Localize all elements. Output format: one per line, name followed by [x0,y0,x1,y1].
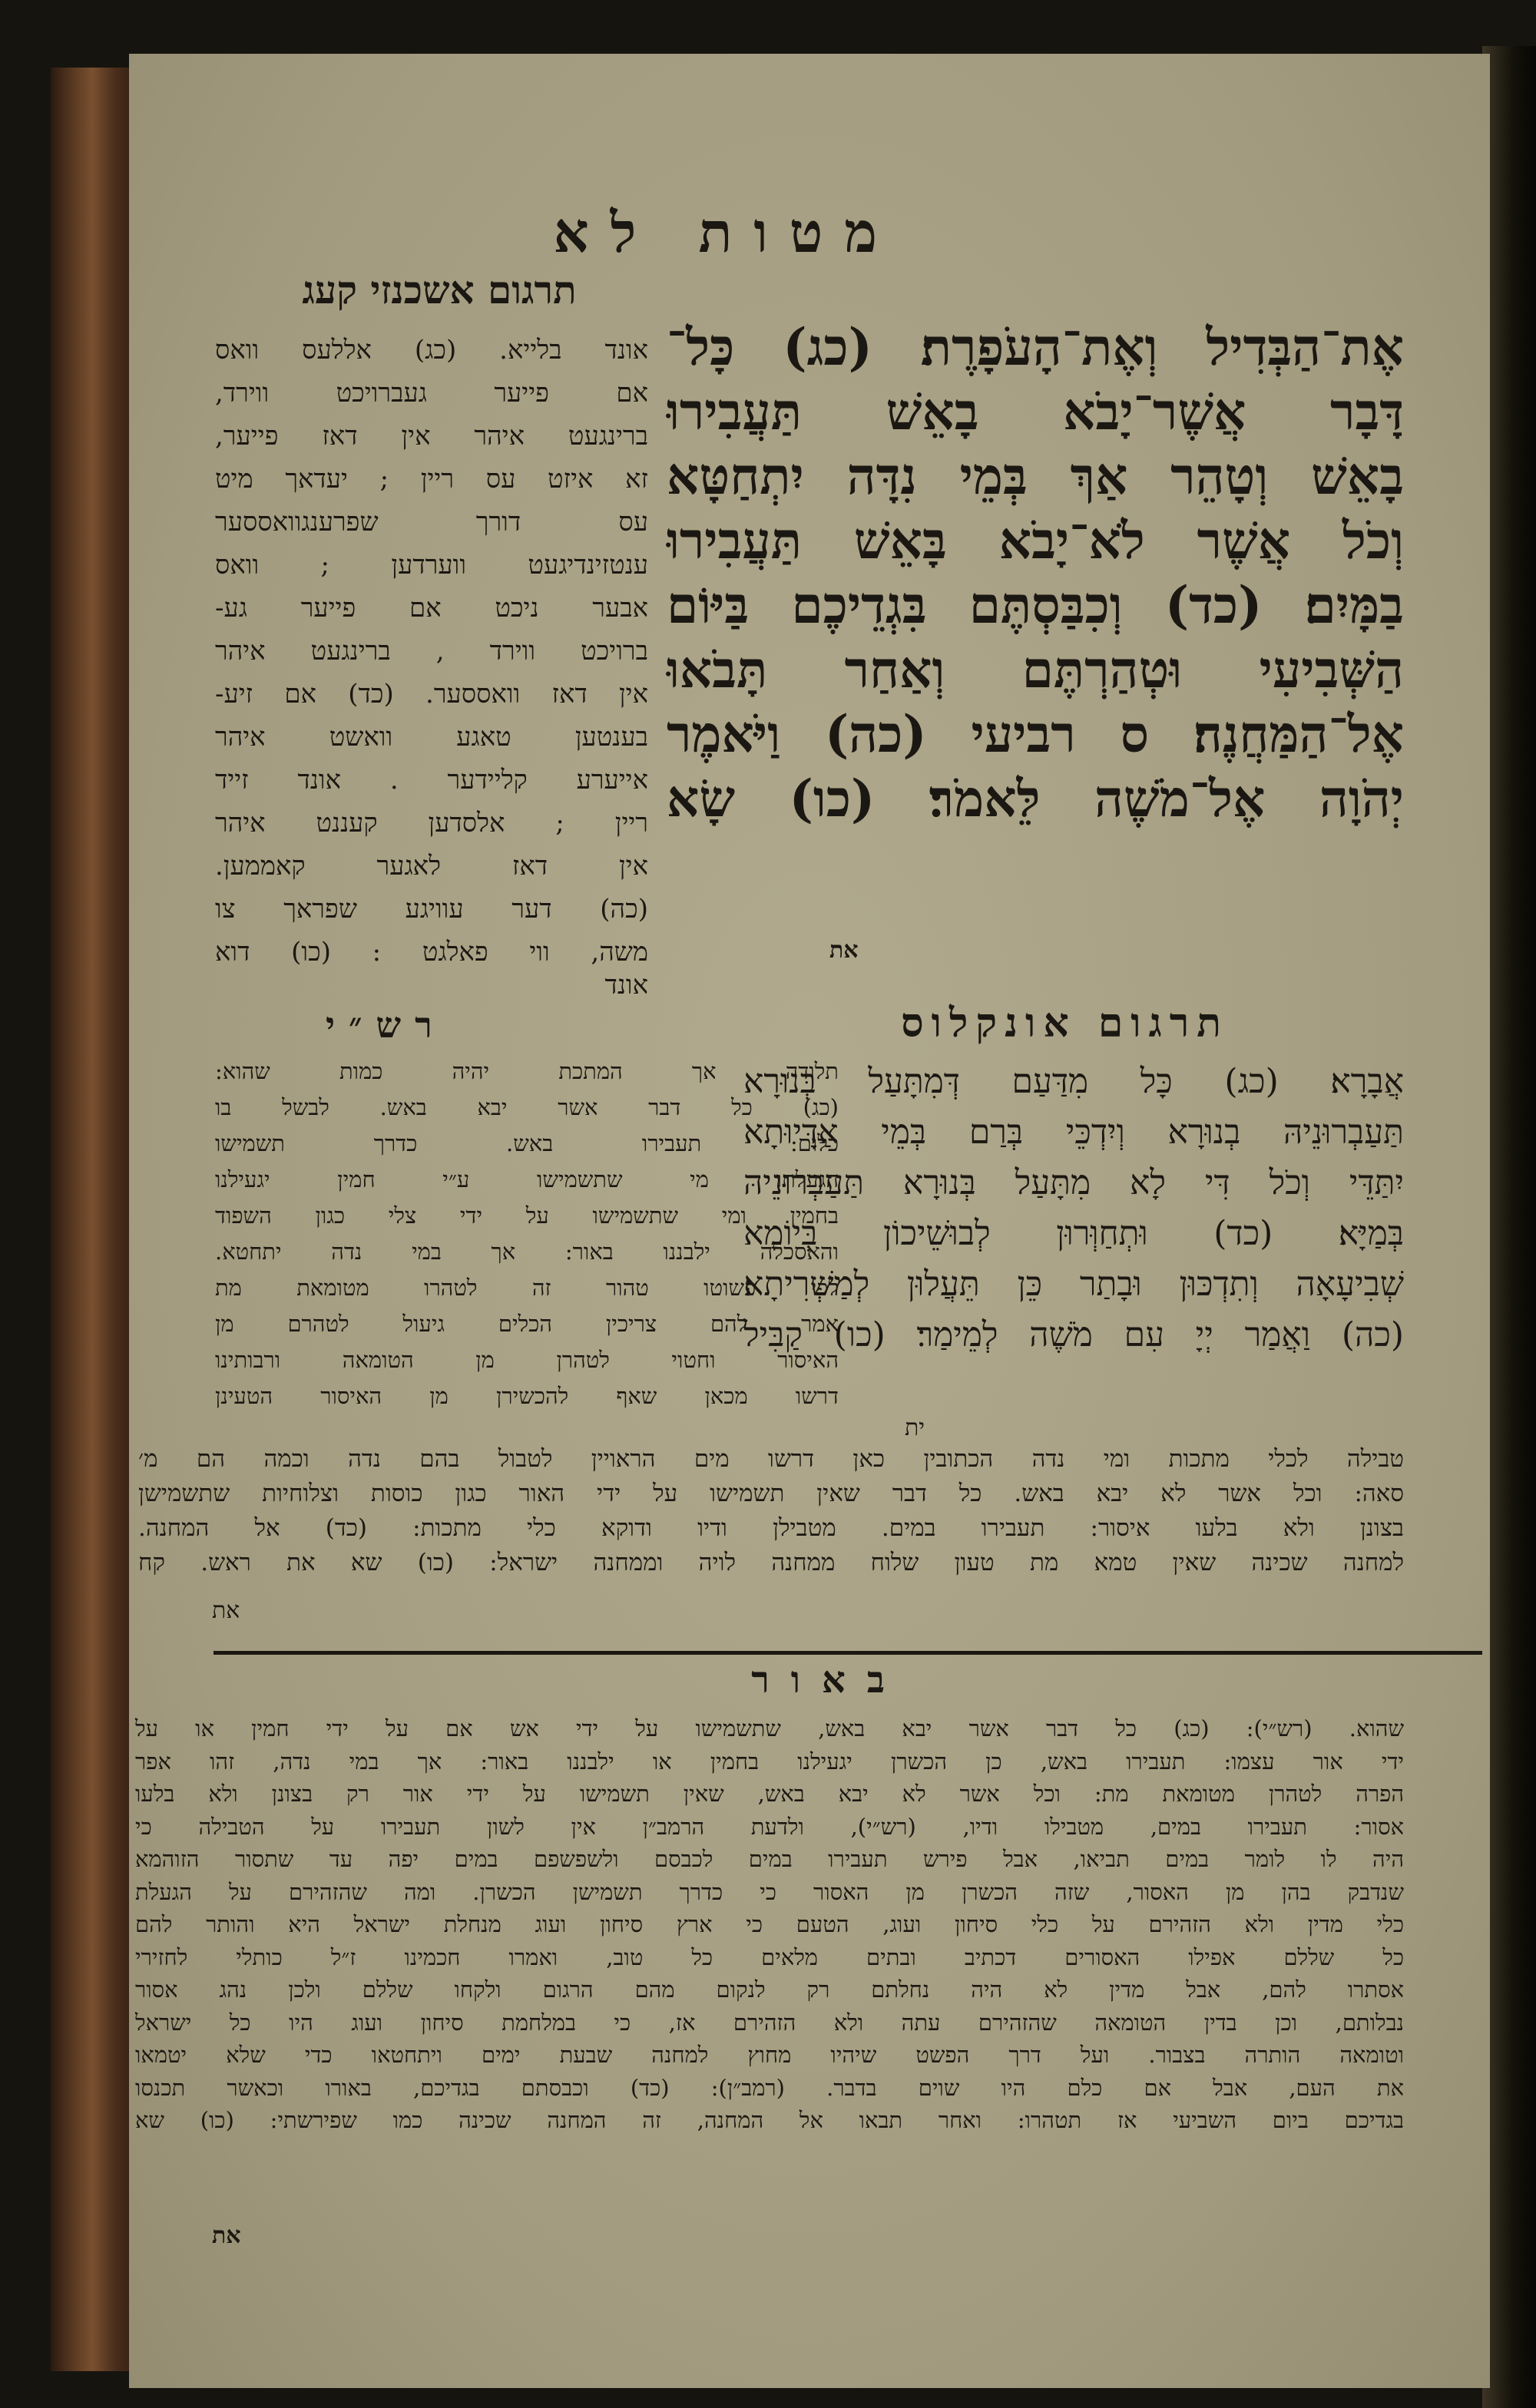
biur-line: אסור: תעבירו במים, מטבילו ודיו, (רש״י), ולדעת הרמב״ן אין לשון תעבירו על הטבילה כי [135,1813,1404,1840]
rashi-title: רש״י [326,1004,446,1046]
rashi-line: כלום: תעבירו באש. כדרך תשמישו [215,1130,839,1156]
rashi-wide-line: סאה: וכל אשר לא יבא באש. כל דבר שאין תשמישו על ידי האור כגון כוסות וצלוחיות שתשמישן [138,1480,1404,1507]
biur-line: נבלותם, וכן בדין הטומאה שהזהירם עתה ולא הזהירם אז, כי במלחמת סיחון ועוג היו כל ישראל [135,2009,1404,2036]
yiddish-line: ברינגעט איהר אין דאז פייער, [215,421,648,452]
running-title: מטות לא [553,200,899,265]
biur-line: הפרה לטהרן מטומאת מת: וכל אשר לא יבא באש, שאין תשמישו על ידי אור רק בצונן ולא בלעו [135,1781,1404,1807]
yiddish-line: משה, ווי פאלגט : (כו) דוא [215,937,648,968]
biur-title: באור [751,1659,906,1702]
biur-line: היה לו לומר במים תביאו, אבל פירש תעבירו במים לכבסם ולשפשפם במים יפה עד שתסור הזוהמא [135,1846,1405,1872]
yiddish-line: ברויכט ווירד , ברינגעט איהר [215,636,648,666]
yiddish-column-title: תרגום אשכנזי קעג [302,267,577,313]
yiddish-line: אין דאז וואססער. (כד) אם זיע- [215,679,648,710]
torah-line: וְכֹל אֲשֶׁר לֹא־יָבֹא בָּאֵשׁ תַּעֲבִירוּ [667,511,1404,571]
yiddish-line: אונד [604,970,648,1001]
rashi-wide-block [138,1442,1404,1580]
biur-line: אסתרו להם, אבל מדין לא היה נחלתם רק לנקום מהם הרגום ולקחו שללם ולכן נהג אסור [135,1976,1404,2003]
biur-block [135,1712,1404,2137]
section-divider [214,1651,1482,1655]
yiddish-line: אבער ניכט אם פייער גע- [215,593,648,624]
yiddish-line: עס דורך שפרענגוואססער [215,507,648,538]
yiddish-line: בענטען טאגע וואשט איהר [215,722,648,752]
yiddish-translation-block [215,329,648,1001]
rashi-wide-line: טבילה לכלי מתכות ומי נדה הכתובין כאן דרשו מים הראויין לטבול בהם נדה וכמה הם מ׳ [138,1445,1404,1473]
page-gutter [1482,46,1536,2408]
book-page [129,54,1490,2388]
biur-line: שהוא. (רש״י): (כג) כל דבר אשר יבא באש, שתשמישו על ידי אש אם על ידי חמין או על [135,1715,1404,1742]
yiddish-line: זא איזט עס ריין ; יעדאך מיט [215,464,648,495]
yiddish-line: אייערע קליידער . אונד זייד [215,765,648,796]
rashi-line: (כג) כל דבר אשר יבא באש. לבשל בו [215,1094,839,1120]
yiddish-line: אונד בלייא. (כג) אללעס וואס [215,335,648,366]
onkelos-title: תרגום אונקלוס [901,1000,1229,1047]
biur-line: כלי מדין ולא הזהירם על כלי סיחון ועוג, הטעם כי ארץ סיחון ועוג מנחלת ישראל היא והותר להם [135,1911,1404,1937]
biur-line: וטומאה הותרה בצבור. ועל דרך הפשט שיהיו מחוץ למחנה שבעת ימים ויתחטאו כדי שלא יטמאו [135,2042,1404,2068]
rashi-catchword: את [212,1597,240,1624]
yiddish-line: ענטזינדיגעט ווערדען ; וואס [215,550,648,580]
rashi-line: בחמין ומי שתשמישו על ידי צלי כגון השפוד [215,1202,839,1229]
torah-line: דָּבָר אֲשֶׁר־יָבֹא בָאֵשׁ תַּעֲבִירוּ [667,382,1404,442]
torah-catchword: את [829,937,859,964]
onkelos-block [743,1057,1404,1361]
torah-line: אֶת־הַבְּדִיל וְאֶת־הָעֹפָרֶת׃ (כג) כָּל־ [667,317,1404,377]
biur-line: בגדיכם ביום השביעי אז תטהרו: ואחר תבאו אל המחנה, זה המחנה שכינה כמו שפירשתי: (כו) שא [135,2107,1404,2133]
onkelos-line: שְׁבִיעָאָה וְתִדְכּוּן וּבָתַר כֵּן תֵּעֲלוּן לְמַשְׁרִיתָא׃ [743,1265,1404,1304]
onkelos-line: אֲבָרָא׃ (כג) כָּל מִדַּעַם דְּמִתָּעַל בְּנוּרָא [743,1062,1404,1101]
yiddish-line: אין דאז לאגער קאממען. [215,851,648,882]
onkelos-line: בְּמַיָּא׃ (כד) וּתְחַוְּרוּן לְבוּשֵׁיכוֹן בְּיוֹמָא [743,1214,1404,1253]
biur-line: כל שללם אפילו האסורים דכתיב ובתים מלאים כל טוב, ואמרו חכמינו ז״ל כותלי לחזירי [135,1943,1404,1970]
rashi-line: לפי פשוטו טהור זה לטהרו מטומאת מת [215,1275,839,1301]
torah-line: בָאֵשׁ וְטָהֵר אַךְ בְּמֵי נִדָּה יִתְחַטָּא [667,446,1404,506]
rashi-line: הגעלתו מי שתשמישו ע״י חמין יגעילנו [215,1166,839,1192]
biur-line: את העם, אבל אם כלם היו שוים בדבר. (רמב״ן): (כד) וכבסתם בגדיכם, באורו וכאשר תכנסו [135,2074,1404,2101]
yiddish-line: (כה) דער עוויגע שפראך צו [215,894,648,925]
onkelos-catchword: ית [905,1414,925,1441]
biur-line: שנדבק בהן מן האסור, שזה הכשרן מן האסור כי כדרך תשמישן הכשרן. ומה שהזהירם על הגעלת [135,1878,1404,1905]
torah-line: אֶל־הַמַּחֲנֶה׃ ס רביעי (כה) וַיֹּאמֶר [667,704,1404,764]
yiddish-line: אם פייער געברויכט ווירד, [215,378,648,408]
yiddish-line: ריין ; אלסדען קעננט איהר [215,808,648,838]
torah-line: בַמָּיִם׃ (כד) וְכִבַּסְתֶּם בִּגְדֵיכֶם בַּיּוֹם [667,575,1404,635]
rashi-line: האיסור וחטוי לטהרן מן הטומאה ורבותינו [215,1347,839,1373]
onkelos-line: תַּעַבְרוּנֵיהּ בְנוּרָא וְיִדְכֵּי בְּרַם בְּמֵי אַדָּיוּתָא [743,1113,1404,1152]
onkelos-line: יִתַּדֵּי וְכֹל דִּי לָא מִתָּעַל בְּנוּרָא תַּעַבְרוּנֵיהּ [743,1163,1404,1202]
rashi-wide-line: בצונן ולא בלעו איסור: תעבירו במים. מטבילן ודיו ודוקא כלי מתכות: (כד) אל המחנה. [138,1514,1404,1542]
rashi-wide-line: למחנה שכינה שאין טמא מת טעון שלוח ממחנה לויה וממחנה ישראל: (כו) שא את ראש. קח [138,1549,1404,1576]
torah-text-block [667,315,1404,831]
rashi-line: והאסכלה ילבננו באור: אך במי נדה יתחטא. [215,1239,839,1265]
biur-catchword: את [212,2222,241,2249]
torah-line: יְהֹוָה אֶל־מֹשֶׁה לֵּאמֹר׃ (כו) שָׂא [667,769,1404,829]
rashi-line: תלודה אך המתכת יהיה כמות שהוא: [215,1058,839,1084]
onkelos-line: (כה) וַאֲמַר יְיָ עִם מֹשֶׁה לְמֵימַר׃ (כו) קַבִּיל [743,1315,1404,1354]
biur-line: ידי אור עצמו: תעבירו באש, כן הכשרן יגעילנו בחמין או ילבננו באור: אך במי נדה, זהו אפר [135,1748,1404,1775]
rashi-column-block [215,1054,839,1414]
torah-line: הַשְּׁבִיעִי וּטְהַרְתֶּם וְאַחַר תָּבֹאוּ [667,640,1404,700]
rashi-line: דרשו מכאן שאף להכשירן מן האיסור הטעינן [215,1383,839,1409]
rashi-line: אמר להם צריכין הכלים גיעול לטהרם מן [215,1311,839,1337]
